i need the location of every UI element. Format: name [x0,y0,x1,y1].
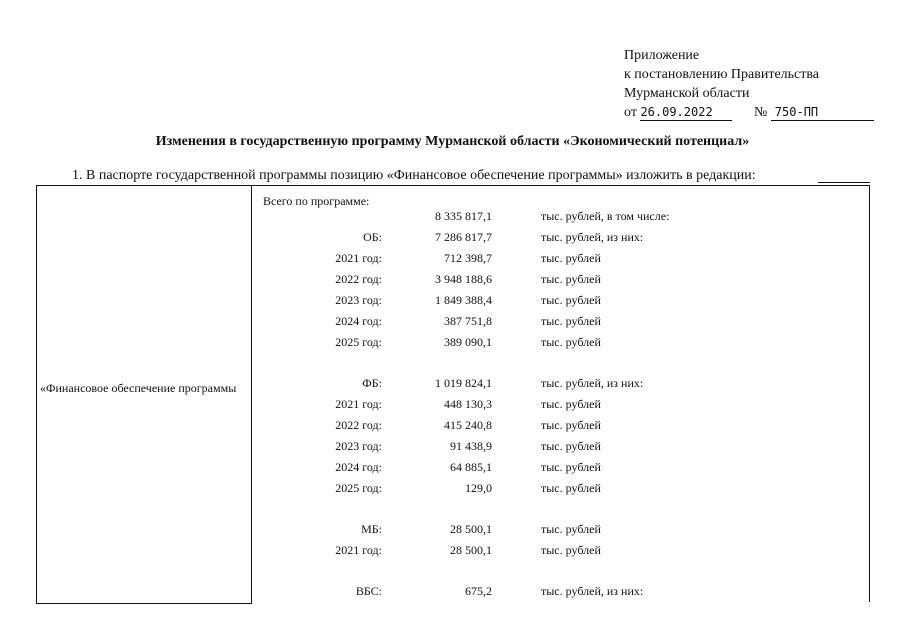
year-unit: тыс. рублей [541,460,601,474]
date-prefix: от [624,105,637,120]
year-row [250,439,869,460]
source-unit: тыс. рублей [541,522,601,536]
year-row [250,481,869,502]
year-value: 64 885,1 [450,460,492,474]
year-label: 2024 год: [335,460,382,474]
source-label: ОБ: [363,230,382,244]
source-row [250,230,869,251]
year-label: 2023 год: [335,439,382,453]
year-unit: тыс. рублей [541,314,601,328]
source-label: ВБС: [355,584,382,598]
year-unit: тыс. рублей [541,543,601,557]
source-value: 675,2 [465,584,492,598]
total-value: 8 335 817,1 [435,209,492,223]
year-row [250,314,869,335]
year-label: 2024 год: [335,314,382,328]
source-unit: тыс. рублей, из них: [541,376,644,390]
year-row [250,293,869,314]
year-unit: тыс. рублей [541,335,601,349]
paragraph-1: 1. В паспорте государственной программы позицию «Финансовое обеспечение программы» изложить в редакции: [72,168,756,183]
paragraph-rule [818,182,870,183]
year-unit: тыс. рублей [541,439,601,453]
total-row [250,194,869,223]
year-label: 2021 год: [335,251,382,265]
appendix-date-line [624,103,874,122]
year-row [250,272,869,293]
year-unit: тыс. рублей [541,272,601,286]
source-value: 7 286 817,7 [435,230,492,244]
source-unit: тыс. рублей, из них: [541,584,644,598]
appendix-title: Приложение [624,48,700,63]
year-value: 415 240,8 [444,418,492,432]
year-value: 91 438,9 [450,439,492,453]
year-value: 448 130,3 [444,397,492,411]
source-value: 1 019 824,1 [435,376,492,390]
year-label: 2025 год: [335,481,382,495]
year-label: 2021 год: [335,397,382,411]
source-row [250,376,869,397]
year-value: 28 500,1 [450,543,492,557]
table-right-border [869,185,870,602]
section-gap [250,564,869,584]
resolution-date: 26.09.2022 [640,104,732,121]
year-unit: тыс. рублей [541,251,601,265]
year-value: 129,0 [465,481,492,495]
appendix-region: Мурманской области [624,86,750,101]
year-label: 2022 год: [335,418,382,432]
year-unit: тыс. рублей [541,481,601,495]
source-unit: тыс. рублей, из них: [541,230,644,244]
year-row [250,397,869,418]
year-unit: тыс. рублей [541,293,601,307]
total-unit: тыс. рублей, в том числе: [541,209,670,223]
source-row [250,584,869,605]
section-gap [250,502,869,522]
year-row [250,418,869,439]
year-value: 389 090,1 [444,335,492,349]
appendix-resolution: к постановлению Правительства [624,67,820,82]
source-label: ФБ: [362,376,382,390]
year-row [250,543,869,564]
number-prefix: № [753,105,768,120]
year-row [250,460,869,481]
year-label: 2021 год: [335,543,382,557]
source-value: 28 500,1 [450,522,492,536]
source-label: МБ: [361,522,382,536]
appendix-header [624,46,874,122]
year-unit: тыс. рублей [541,397,601,411]
year-label: 2022 год: [335,272,382,286]
section-gap [250,356,869,376]
year-value: 387 751,8 [444,314,492,328]
row-label-financing: «Финансовое обеспечение программы [40,381,237,395]
year-row [250,251,869,272]
year-value: 712 398,7 [444,251,492,265]
document-title: Изменения в государственную программу Мурманской области «Экономический потенциал» [155,134,750,149]
year-unit: тыс. рублей [541,418,601,432]
year-row [250,335,869,356]
financing-block [250,196,869,605]
source-row [250,522,869,543]
year-label: 2025 год: [335,335,382,349]
year-value: 1 849 388,4 [435,293,492,307]
resolution-number: 750-ПП [771,104,874,121]
year-label: 2023 год: [335,293,382,307]
year-value: 3 948 188,6 [435,272,492,286]
total-label: Всего по программе: [263,194,370,208]
